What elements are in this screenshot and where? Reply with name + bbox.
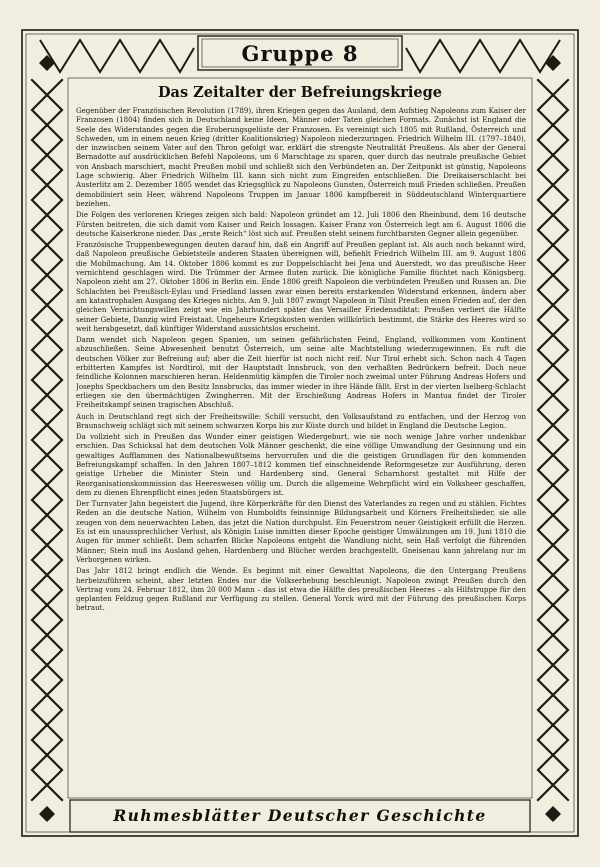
chapter-title: Das Zeitalter der Befreiungskriege bbox=[157, 84, 443, 101]
paragraph: Auch in Deutschland regt sich der Freiheitswille: Schill versucht, den Volksaufstand zu entfachen, und der Herzog von Braunschweig schlägt sich mit seinem schwarzen Korps bis zur Küste durch und bildet in England die Deutsche Legion. bbox=[76, 411, 526, 430]
paragraph: Französische Truppenbewegungen deuten darauf hin, daß ein Angriff auf Preußen geplant ist. Als auch noch bekannt wird, daß Napoleon preußische Gebietsteile anderen Staaten übereignen will, befiehlt Friedrich Wilhelm III. am 9. August 1806 die Mobilmachung. Am 14. Oktober 1806 kommt es zur Doppelschlacht bei Jena und Auerstedt, wo das preußische Heer vernichtend geschlagen wird. Die Trümmer der Armee fluten zurück. Die königliche Familie flüchtet nach Königsberg. Napoleon zieht am 27. Oktober 1806 in Berlin ein. Ende 1806 greift Napoleon die verbündeten Preußen und Russen an. Die Schlachten bei Preußisch-Eylau und Friedland lassen zwar einen bereits erstarkenden Widerstand erkennen, ändern aber am katastrophalen Ausgang des Krieges nichts. Am 9. Juli 1807 zwingt Napoleon in Tilsit Preußen einen Frieden auf, der den gleichen Vernichtungswillen zeigt wie ein Jahrhundert später das Versailler Friedensdiktat: Preußen verliert die Hälfte seiner Gebiete, Danzig wird Freistaat. Ungeheure Kriegskosten werden willkürlich bestimmt, die Stärke des Heeres wird so weit herabgesetzt, daß künftiger Widerstand aussichtslos erscheint. bbox=[76, 240, 526, 333]
paragraph: Die Folgen des verlorenen Krieges zeigen sich bald: Napoleon gründet am 12. Juli 1806 den Rheinbund, dem 16 deutsche Fürsten beitreten, die sich damit vom Kaiser und Reich lossagen. Kaiser Franz von Österreich legt am 6. August 1806 die deutsche Kaiserkrone nieder. Das „erste Reich“ löst sich auf. Preußen steht seinem furchtbarsten Gegner allein gegenüber. bbox=[76, 210, 526, 238]
paragraph: Dann wendet sich Napoleon gegen Spanien, um seinen gefährlichsten Feind, England, vollkommen vom Kontinent abzuschließen. Seine Abwesenheit benutzt Österreich, um seine alte Machtstellung wiederzugewinnen. Es ruft die deutschen Völker zur Befreiung auf; aber die Zeit hierfür ist noch nicht reif. Nur Tirol erhebt sich. Schon nach 4 Tagen erbitterten Kampfes ist Nordtirol, mit der Hauptstadt Innsbruck, von den verhaßten Bedrückern befreit. Doch neue feindliche Kolonnen marschieren heran. Heldenmütig kämpfen die Tiroler noch zweimal unter Führung Andreas Hofers und Josephs Speckbachers um den Besitz Innsbrucks, das immer wieder in ihre Hände fällt. Erst in der vierten Iselberg-Schlacht erliegen sie den übermächtigen Zwingherren. Mit der Erschießung Andreas Hofers in Mantua findet der Tiroler Freiheitskampf seinen tragischen Abschluß. bbox=[76, 335, 526, 410]
series-title: Ruhmesblätter Deutscher Geschichte bbox=[113, 806, 487, 825]
article-body bbox=[76, 106, 526, 796]
group-label: Gruppe 8 bbox=[241, 40, 359, 66]
paragraph: Gegenüber der Französischen Revolution (1789), ihren Kriegen gegen das Ausland, dem Aufstieg Napoleons zum Kaiser der Franzosen (1804) finden sich in Deutschland keine Ideen, Männer oder Taten gleichen Formats. Zunächst ist England die Seele des Widerstandes gegen die Eroberungsgelüste der Franzosen. Es vereinigt sich 1805 mit Rußland, Österreich und Schweden, um in einem neuen Krieg (dritter Koalitionskrieg) Napoleon niederzuringen. Friedrich Wilhelm III. (1797–1840), der inzwischen seinem Vater auf den Thron gefolgt war, erklärt die strengste Neutralität Preußens. Als aber der General Bernadotte auf ausdrücklichen Befehl Napoleons, um 6 Marschtage zu sparen, quer durch das neutrale preußische Gebiet von Ansbach marschiert, macht Preußen mobil und schließt sich den Verbündeten an. Der Zeitpunkt ist günstig, Napoleons Lage schwierig. Aber Friedrich Wilhelm III. kann sich nicht zum Eingreifen entschließen. Die Dreikaiserschlacht bei Austerlitz am 2. Dezember 1805 wendet das Kriegsglück zu Napoleons Gunsten, Österreich muß Frieden schließen. Preußen demobilisiert sein Heer, während Napoleons Truppen im Januar 1806 kampfbereit in Süddeutschland Winterquartiere beziehen. bbox=[76, 106, 526, 208]
paragraph: Das Jahr 1812 bringt endlich die Wende. Es beginnt mit einer Gewalttat Napoleons, die den Untergang Preußens herbeizuführen scheint, aber letzten Endes nur die Volkserhebung beschleunigt. Napoleon zwingt Preußen durch den Vertrag vom 24. Februar 1812, ihm 20 000 Mann – das ist etwa die Hälfte des preußischen Heeres – als Hilfstruppe für den geplanten Feldzug gegen Rußland zur Verfügung zu stellen. General Yorck wird mit der Führung des preußischen Korps betraut. bbox=[76, 566, 526, 613]
paragraph: Der Turnvater Jahn begeistert die Jugend, ihre Körperkräfte für den Dienst des Vaterlandes zu regen und zu stählen. Fichtes Reden an die deutsche Nation, Wilhelm von Humboldts feinsinnige Bildungsarbeit und Körners Freiheitslieder, sie alle zeugen von dem neuerwachten Leben, das jetzt die Nation durchpulst. Ein Feuerstrom neuer Geistigkeit erfüllt die Herzen. Es ist ein unaussprechlicher Verlust, als Königin Luise inmitten dieser Epoche geistiger Umwälzungen am 19. Juni 1810 die Augen für immer schließt. Dem scharfen Blicke Napoleons entgeht die Wandlung nicht, sein Haß verfolgt die führenden Männer; Stein muß ins Ausland gehen, Hardenberg und Blücher werden brachgestellt. Gneisenau kann jahrelang nur im Verborgenen wirken. bbox=[76, 499, 526, 564]
paragraph: Da vollzieht sich in Preußen das Wunder einer geistigen Wiedergeburt, wie sie noch wenige Jahre vorher undenkbar erschien. Das Schicksal hat dem deutschen Volk Männer geschenkt, die eine völlige Umwandlung der Gesinnung und ein gewaltiges Aufflammen des Nationalbewußtseins hervorrufen und die die geistigen Grundlagen für den kommenden Befreiungskampf schaffen. In den Jahren 1807–1812 kommen tief einschneidende Reformgesetze zur Ausführung, deren geistige Urheber die Minister Stein und Hardenberg sind. General Scharnhorst gestaltet mit Hilfe der Reorganisationskommission das Heereswesen völlig um. Durch die allgemeine Wehrpflicht wird ein Volksheer geschaffen, dem zu dienen Ehrenpflicht eines jeden Staatsbürgers ist. bbox=[76, 432, 526, 497]
